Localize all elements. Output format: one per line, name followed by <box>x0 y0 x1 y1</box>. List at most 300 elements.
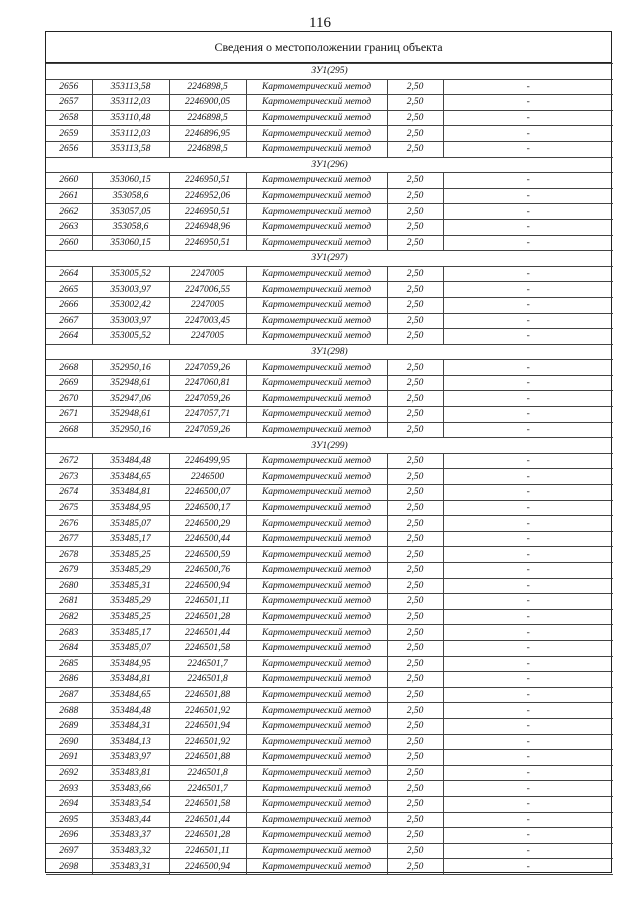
description-cell: - <box>443 188 613 204</box>
table-row <box>46 765 613 781</box>
table-row <box>46 110 613 126</box>
method-cell: Картометрический метод <box>246 329 387 345</box>
accuracy-cell: 2,50 <box>387 640 443 656</box>
table-row <box>46 329 613 345</box>
y-coordinate-cell: 2247005 <box>169 297 246 313</box>
x-coordinate-cell: 352948,61 <box>92 407 169 423</box>
method-cell: Картометрический метод <box>246 734 387 750</box>
y-coordinate-cell: 2247003,45 <box>169 313 246 329</box>
y-coordinate-cell: 2247006,55 <box>169 282 246 298</box>
y-coordinate-cell: 2246501,94 <box>169 718 246 734</box>
method-cell: Картометрический метод <box>246 375 387 391</box>
table-row <box>46 422 613 438</box>
description-cell: - <box>443 750 613 766</box>
table-row <box>46 204 613 220</box>
point-number-cell: 2686 <box>46 672 92 688</box>
y-coordinate-cell: 2246501,11 <box>169 594 246 610</box>
y-coordinate-cell: 2247057,71 <box>169 407 246 423</box>
x-coordinate-cell: 352947,06 <box>92 391 169 407</box>
description-cell: - <box>443 453 613 469</box>
accuracy-cell: 2,50 <box>387 360 443 376</box>
x-coordinate-cell: 353112,03 <box>92 95 169 111</box>
x-coordinate-cell: 353005,52 <box>92 329 169 345</box>
accuracy-cell: 2,50 <box>387 110 443 126</box>
description-cell: - <box>443 656 613 672</box>
accuracy-cell: 2,50 <box>387 531 443 547</box>
accuracy-cell: 2,50 <box>387 173 443 189</box>
accuracy-cell: 2,50 <box>387 703 443 719</box>
x-coordinate-cell: 353485,29 <box>92 563 169 579</box>
table-row <box>46 360 613 376</box>
group-header-row <box>46 344 613 360</box>
y-coordinate-cell: 2246501,58 <box>169 796 246 812</box>
y-coordinate-cell: 2247005 <box>169 329 246 345</box>
description-cell: - <box>443 173 613 189</box>
method-cell: Картометрический метод <box>246 204 387 220</box>
x-coordinate-cell: 353484,48 <box>92 453 169 469</box>
point-number-cell: 2673 <box>46 469 92 485</box>
y-coordinate-cell: 2246501,44 <box>169 812 246 828</box>
method-cell: Картометрический метод <box>246 110 387 126</box>
table-title: Сведения о местоположении границ объекта <box>46 32 611 63</box>
accuracy-cell: 2,50 <box>387 407 443 423</box>
table-row <box>46 266 613 282</box>
point-number-cell: 2681 <box>46 594 92 610</box>
table-row <box>46 656 613 672</box>
description-cell: - <box>443 141 613 157</box>
y-coordinate-cell: 2246948,96 <box>169 219 246 235</box>
method-cell: Картометрический метод <box>246 750 387 766</box>
table-row <box>46 640 613 656</box>
method-cell: Картометрический метод <box>246 391 387 407</box>
point-number-cell: 2671 <box>46 407 92 423</box>
y-coordinate-cell: 2246501,92 <box>169 703 246 719</box>
accuracy-cell: 2,50 <box>387 282 443 298</box>
y-coordinate-cell: 2246952,06 <box>169 188 246 204</box>
point-number-cell: 2678 <box>46 547 92 563</box>
y-coordinate-cell: 2246898,5 <box>169 79 246 95</box>
table-row <box>46 219 613 235</box>
group-label: ЗУ1(298) <box>46 344 613 360</box>
accuracy-cell: 2,50 <box>387 453 443 469</box>
x-coordinate-cell: 353483,44 <box>92 812 169 828</box>
method-cell: Картометрический метод <box>246 516 387 532</box>
x-coordinate-cell: 353484,95 <box>92 656 169 672</box>
accuracy-cell: 2,50 <box>387 391 443 407</box>
table-row <box>46 297 613 313</box>
description-cell: - <box>443 531 613 547</box>
method-cell: Картометрический метод <box>246 687 387 703</box>
table-row <box>46 812 613 828</box>
y-coordinate-cell: 2246501,8 <box>169 672 246 688</box>
description-cell: - <box>443 765 613 781</box>
y-coordinate-cell: 2246501,88 <box>169 750 246 766</box>
description-cell: - <box>443 407 613 423</box>
y-coordinate-cell: 2246950,51 <box>169 235 246 251</box>
description-cell: - <box>443 95 613 111</box>
description-cell: - <box>443 422 613 438</box>
x-coordinate-cell: 353113,58 <box>92 79 169 95</box>
accuracy-cell: 2,50 <box>387 516 443 532</box>
method-cell: Картометрический метод <box>246 500 387 516</box>
group-header-row <box>46 64 613 80</box>
x-coordinate-cell: 353485,25 <box>92 547 169 563</box>
y-coordinate-cell: 2247060,81 <box>169 375 246 391</box>
accuracy-cell: 2,50 <box>387 485 443 501</box>
x-coordinate-cell: 353484,13 <box>92 734 169 750</box>
table-row <box>46 235 613 251</box>
group-header-row <box>46 157 613 173</box>
accuracy-cell: 2,50 <box>387 422 443 438</box>
x-coordinate-cell: 353485,25 <box>92 609 169 625</box>
description-cell: - <box>443 796 613 812</box>
description-cell: - <box>443 313 613 329</box>
y-coordinate-cell: 2246500 <box>169 469 246 485</box>
accuracy-cell: 2,50 <box>387 313 443 329</box>
method-cell: Картометрический метод <box>246 235 387 251</box>
method-cell: Картометрический метод <box>246 407 387 423</box>
y-coordinate-cell: 2246500,29 <box>169 516 246 532</box>
x-coordinate-cell: 353485,07 <box>92 640 169 656</box>
x-coordinate-cell: 353002,42 <box>92 297 169 313</box>
point-number-cell: 2680 <box>46 578 92 594</box>
y-coordinate-cell: 2247059,26 <box>169 391 246 407</box>
method-cell: Картометрический метод <box>246 313 387 329</box>
x-coordinate-cell: 353484,48 <box>92 703 169 719</box>
description-cell: - <box>443 391 613 407</box>
y-coordinate-cell: 2246898,5 <box>169 141 246 157</box>
x-coordinate-cell: 353484,31 <box>92 718 169 734</box>
point-number-cell: 2688 <box>46 703 92 719</box>
x-coordinate-cell: 353484,81 <box>92 672 169 688</box>
accuracy-cell: 2,50 <box>387 141 443 157</box>
table-row <box>46 141 613 157</box>
accuracy-cell: 2,50 <box>387 843 443 859</box>
accuracy-cell: 2,50 <box>387 672 443 688</box>
method-cell: Картометрический метод <box>246 219 387 235</box>
accuracy-cell: 2,50 <box>387 828 443 844</box>
point-number-cell: 2661 <box>46 188 92 204</box>
table-row <box>46 95 613 111</box>
point-number-cell: 2683 <box>46 625 92 641</box>
point-number-cell: 2693 <box>46 781 92 797</box>
point-number-cell: 2672 <box>46 453 92 469</box>
method-cell: Картометрический метод <box>246 141 387 157</box>
method-cell: Картометрический метод <box>246 781 387 797</box>
description-cell: - <box>443 828 613 844</box>
method-cell: Картометрический метод <box>246 796 387 812</box>
accuracy-cell: 2,50 <box>387 687 443 703</box>
accuracy-cell: 2,50 <box>387 204 443 220</box>
description-cell: - <box>443 609 613 625</box>
method-cell: Картометрический метод <box>246 469 387 485</box>
description-cell: - <box>443 500 613 516</box>
x-coordinate-cell: 353483,32 <box>92 843 169 859</box>
point-number-cell: 2656 <box>46 79 92 95</box>
accuracy-cell: 2,50 <box>387 578 443 594</box>
table-row <box>46 407 613 423</box>
method-cell: Картометрический метод <box>246 640 387 656</box>
method-cell: Картометрический метод <box>246 173 387 189</box>
table-row <box>46 625 613 641</box>
accuracy-cell: 2,50 <box>387 859 443 875</box>
x-coordinate-cell: 352948,61 <box>92 375 169 391</box>
x-coordinate-cell: 353057,05 <box>92 204 169 220</box>
accuracy-cell: 2,50 <box>387 375 443 391</box>
description-cell: - <box>443 219 613 235</box>
description-cell: - <box>443 360 613 376</box>
table-row <box>46 828 613 844</box>
method-cell: Картометрический метод <box>246 625 387 641</box>
method-cell: Картометрический метод <box>246 563 387 579</box>
description-cell: - <box>443 734 613 750</box>
point-number-cell: 2670 <box>46 391 92 407</box>
x-coordinate-cell: 352950,16 <box>92 422 169 438</box>
point-number-cell: 2677 <box>46 531 92 547</box>
accuracy-cell: 2,50 <box>387 95 443 111</box>
y-coordinate-cell: 2246950,51 <box>169 204 246 220</box>
table-row <box>46 594 613 610</box>
y-coordinate-cell: 2246500,94 <box>169 859 246 875</box>
coordinates-table-body <box>46 64 613 875</box>
x-coordinate-cell: 353112,03 <box>92 126 169 142</box>
y-coordinate-cell: 2246501,88 <box>169 687 246 703</box>
group-label: ЗУ1(299) <box>46 438 613 454</box>
point-number-cell: 2664 <box>46 266 92 282</box>
method-cell: Картометрический метод <box>246 79 387 95</box>
description-cell: - <box>443 485 613 501</box>
description-cell: - <box>443 640 613 656</box>
method-cell: Картометрический метод <box>246 95 387 111</box>
description-cell: - <box>443 329 613 345</box>
method-cell: Картометрический метод <box>246 126 387 142</box>
method-cell: Картометрический метод <box>246 594 387 610</box>
table-row <box>46 843 613 859</box>
y-coordinate-cell: 2246501,92 <box>169 734 246 750</box>
description-cell: - <box>443 547 613 563</box>
point-number-cell: 2687 <box>46 687 92 703</box>
point-number-cell: 2685 <box>46 656 92 672</box>
x-coordinate-cell: 353484,95 <box>92 500 169 516</box>
description-cell: - <box>443 266 613 282</box>
x-coordinate-cell: 353060,15 <box>92 235 169 251</box>
y-coordinate-cell: 2246501,7 <box>169 656 246 672</box>
x-coordinate-cell: 353484,81 <box>92 485 169 501</box>
x-coordinate-cell: 353483,37 <box>92 828 169 844</box>
accuracy-cell: 2,50 <box>387 563 443 579</box>
method-cell: Картометрический метод <box>246 672 387 688</box>
y-coordinate-cell: 2246500,07 <box>169 485 246 501</box>
y-coordinate-cell: 2246500,59 <box>169 547 246 563</box>
description-cell: - <box>443 812 613 828</box>
point-number-cell: 2663 <box>46 219 92 235</box>
method-cell: Картометрический метод <box>246 453 387 469</box>
point-number-cell: 2694 <box>46 796 92 812</box>
method-cell: Картометрический метод <box>246 531 387 547</box>
page-number: 116 <box>309 15 331 31</box>
description-cell: - <box>443 859 613 875</box>
table-row <box>46 687 613 703</box>
accuracy-cell: 2,50 <box>387 469 443 485</box>
description-cell: - <box>443 703 613 719</box>
point-number-cell: 2662 <box>46 204 92 220</box>
x-coordinate-cell: 353110,48 <box>92 110 169 126</box>
point-number-cell: 2691 <box>46 750 92 766</box>
description-cell: - <box>443 687 613 703</box>
point-number-cell: 2657 <box>46 95 92 111</box>
x-coordinate-cell: 353483,54 <box>92 796 169 812</box>
accuracy-cell: 2,50 <box>387 781 443 797</box>
group-header-row <box>46 251 613 267</box>
y-coordinate-cell: 2246900,05 <box>169 95 246 111</box>
x-coordinate-cell: 353485,17 <box>92 625 169 641</box>
accuracy-cell: 2,50 <box>387 765 443 781</box>
x-coordinate-cell: 353113,58 <box>92 141 169 157</box>
point-number-cell: 2679 <box>46 563 92 579</box>
boundary-table-frame <box>45 31 612 873</box>
method-cell: Картометрический метод <box>246 859 387 875</box>
accuracy-cell: 2,50 <box>387 126 443 142</box>
group-label: ЗУ1(296) <box>46 157 613 173</box>
accuracy-cell: 2,50 <box>387 266 443 282</box>
y-coordinate-cell: 2246500,76 <box>169 563 246 579</box>
table-row <box>46 375 613 391</box>
table-row <box>46 391 613 407</box>
description-cell: - <box>443 578 613 594</box>
description-cell: - <box>443 126 613 142</box>
table-row <box>46 79 613 95</box>
y-coordinate-cell: 2246950,51 <box>169 173 246 189</box>
point-number-cell: 2697 <box>46 843 92 859</box>
x-coordinate-cell: 353003,97 <box>92 313 169 329</box>
accuracy-cell: 2,50 <box>387 750 443 766</box>
table-row <box>46 531 613 547</box>
table-row <box>46 672 613 688</box>
table-row <box>46 718 613 734</box>
table-row <box>46 703 613 719</box>
method-cell: Картометрический метод <box>246 843 387 859</box>
method-cell: Картометрический метод <box>246 297 387 313</box>
table-row <box>46 453 613 469</box>
point-number-cell: 2656 <box>46 141 92 157</box>
table-row <box>46 609 613 625</box>
accuracy-cell: 2,50 <box>387 625 443 641</box>
x-coordinate-cell: 353485,07 <box>92 516 169 532</box>
description-cell: - <box>443 282 613 298</box>
description-cell: - <box>443 563 613 579</box>
table-row <box>46 500 613 516</box>
point-number-cell: 2675 <box>46 500 92 516</box>
method-cell: Картометрический метод <box>246 547 387 563</box>
point-number-cell: 2659 <box>46 126 92 142</box>
accuracy-cell: 2,50 <box>387 609 443 625</box>
table-row <box>46 173 613 189</box>
point-number-cell: 2696 <box>46 828 92 844</box>
accuracy-cell: 2,50 <box>387 734 443 750</box>
method-cell: Картометрический метод <box>246 656 387 672</box>
accuracy-cell: 2,50 <box>387 235 443 251</box>
method-cell: Картометрический метод <box>246 578 387 594</box>
x-coordinate-cell: 353485,31 <box>92 578 169 594</box>
table-row <box>46 750 613 766</box>
point-number-cell: 2665 <box>46 282 92 298</box>
method-cell: Картометрический метод <box>246 718 387 734</box>
description-cell: - <box>443 110 613 126</box>
accuracy-cell: 2,50 <box>387 219 443 235</box>
group-label: ЗУ1(297) <box>46 251 613 267</box>
accuracy-cell: 2,50 <box>387 547 443 563</box>
point-number-cell: 2676 <box>46 516 92 532</box>
x-coordinate-cell: 353483,97 <box>92 750 169 766</box>
table-row <box>46 796 613 812</box>
table-row <box>46 563 613 579</box>
description-cell: - <box>443 204 613 220</box>
point-number-cell: 2690 <box>46 734 92 750</box>
method-cell: Картометрический метод <box>246 266 387 282</box>
point-number-cell: 2660 <box>46 173 92 189</box>
x-coordinate-cell: 353483,81 <box>92 765 169 781</box>
x-coordinate-cell: 353003,97 <box>92 282 169 298</box>
y-coordinate-cell: 2246501,28 <box>169 609 246 625</box>
y-coordinate-cell: 2246898,5 <box>169 110 246 126</box>
description-cell: - <box>443 79 613 95</box>
y-coordinate-cell: 2246501,8 <box>169 765 246 781</box>
description-cell: - <box>443 718 613 734</box>
x-coordinate-cell: 353483,31 <box>92 859 169 875</box>
y-coordinate-cell: 2246500,94 <box>169 578 246 594</box>
description-cell: - <box>443 594 613 610</box>
method-cell: Картометрический метод <box>246 703 387 719</box>
method-cell: Картометрический метод <box>246 360 387 376</box>
accuracy-cell: 2,50 <box>387 79 443 95</box>
point-number-cell: 2682 <box>46 609 92 625</box>
description-cell: - <box>443 781 613 797</box>
point-number-cell: 2667 <box>46 313 92 329</box>
point-number-cell: 2668 <box>46 422 92 438</box>
x-coordinate-cell: 353485,17 <box>92 531 169 547</box>
accuracy-cell: 2,50 <box>387 812 443 828</box>
y-coordinate-cell: 2246501,11 <box>169 843 246 859</box>
y-coordinate-cell: 2246499,95 <box>169 453 246 469</box>
table-row <box>46 469 613 485</box>
y-coordinate-cell: 2247059,26 <box>169 422 246 438</box>
method-cell: Картометрический метод <box>246 828 387 844</box>
method-cell: Картометрический метод <box>246 812 387 828</box>
method-cell: Картометрический метод <box>246 422 387 438</box>
table-row <box>46 547 613 563</box>
description-cell: - <box>443 235 613 251</box>
point-number-cell: 2664 <box>46 329 92 345</box>
accuracy-cell: 2,50 <box>387 329 443 345</box>
y-coordinate-cell: 2246896,95 <box>169 126 246 142</box>
point-number-cell: 2660 <box>46 235 92 251</box>
accuracy-cell: 2,50 <box>387 796 443 812</box>
description-cell: - <box>443 469 613 485</box>
accuracy-cell: 2,50 <box>387 718 443 734</box>
y-coordinate-cell: 2247059,26 <box>169 360 246 376</box>
x-coordinate-cell: 353484,65 <box>92 687 169 703</box>
table-row <box>46 734 613 750</box>
group-label: ЗУ1(295) <box>46 64 613 80</box>
table-row <box>46 516 613 532</box>
point-number-cell: 2692 <box>46 765 92 781</box>
point-number-cell: 2668 <box>46 360 92 376</box>
method-cell: Картометрический метод <box>246 765 387 781</box>
group-header-row <box>46 438 613 454</box>
x-coordinate-cell: 352950,16 <box>92 360 169 376</box>
point-number-cell: 2695 <box>46 812 92 828</box>
point-number-cell: 2689 <box>46 718 92 734</box>
